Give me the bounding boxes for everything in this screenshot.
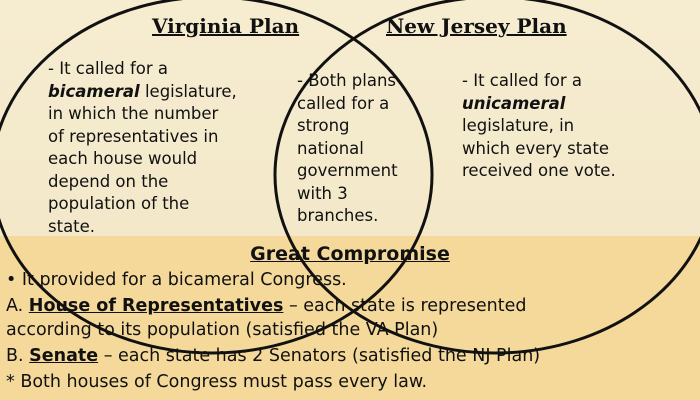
compromise-house-continuation: according to its population (satisfied the VA Plan): [6, 320, 439, 340]
virginia-plan-title: Virginia Plan: [152, 14, 300, 38]
senate-term: Senate: [29, 346, 99, 366]
compromise-house-line: A. House of Representatives – each state is represented: [6, 296, 527, 316]
compromise-note: * Both houses of Congress must pass every law.: [6, 372, 428, 392]
new-jersey-plan-title: New Jersey Plan: [386, 14, 567, 38]
bicameral-term: bicameral: [48, 81, 140, 101]
both-plans-text: - Both plans called for a strong national government with 3 branches.: [297, 71, 398, 225]
compromise-senate-line: B. Senate – each state has 2 Senators (satisfied the NJ Plan): [6, 346, 541, 366]
compromise-bullet: • It provided for a bicameral Congress.: [6, 270, 347, 290]
great-compromise-title: Great Compromise: [250, 243, 450, 265]
unicameral-term: unicameral: [462, 93, 566, 113]
virginia-plan-text: - It called for a bicameral legislature, in which the number of representatives in each house would depend on the population of the state.: [48, 59, 237, 236]
new-jersey-plan-text: - It called for a unicameral legislature, in which every state received one vote.: [462, 71, 616, 180]
house-of-representatives-term: House of Representatives: [28, 296, 284, 316]
